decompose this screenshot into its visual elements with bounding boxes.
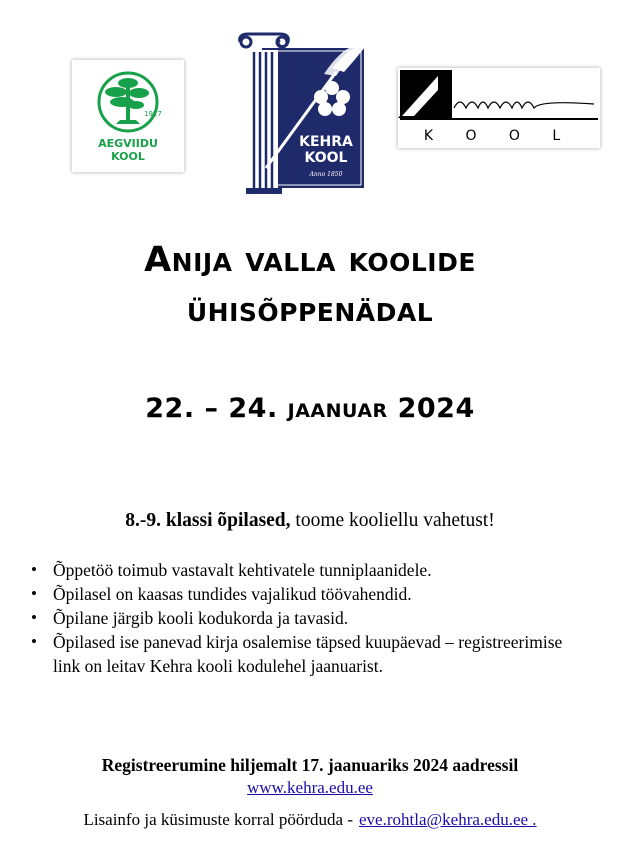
kehra-name-1: KEHRA (299, 134, 353, 150)
page-title-line-1: Anija valla koolide (144, 240, 476, 280)
aegviidu-name-1: AEGVIIDU (98, 137, 158, 150)
aegviidu-name-2: KOOL (111, 150, 145, 163)
email-link[interactable]: eve.rohtla@kehra.edu.ee . (359, 810, 537, 829)
alavere-a-icon (398, 68, 600, 148)
list-item: • Õpilane järgib kooli kodukorda ja tavasid. (30, 606, 590, 630)
page-title-line-2: ühisõppenädal (186, 290, 434, 330)
list-item: • Õppetöö toimub vastavalt kehtivatele tunniplaanidele. (30, 558, 590, 582)
aegviidu-year: 1917 (144, 110, 162, 118)
registration-deadline: Registreerumine hiljemalt 17. jaanuariks 2024 aadressil (101, 755, 519, 775)
intro-line (0, 510, 620, 532)
intro-rest: toome kooliellu vahetust! (290, 510, 495, 531)
contact-line (0, 810, 620, 830)
website-link[interactable]: www.kehra.edu.ee (247, 778, 373, 797)
kehra-name-2: KOOL (304, 150, 348, 166)
list-item: • Õpilasel on kaasas tundides vajalikud töövahendid. (30, 582, 590, 606)
list-item: • Õpilased ise panevad kirja osalemise täpsed kuupäevad – registreerimise link on leitav Kehra kooli kodulehel jaanuarist. (30, 630, 590, 678)
kehra-kool-logo (236, 28, 374, 198)
rules-list (30, 558, 590, 678)
alavere-kool-logo (398, 68, 600, 148)
alavere-word: K O O L (423, 128, 575, 144)
aegviidu-tree-icon (72, 60, 184, 172)
event-dates: 22. – 24. jaanuar 2024 (145, 393, 475, 424)
intro-bold: 8.-9. klassi õpilased, (125, 510, 291, 531)
kehra-column-icon (236, 28, 374, 198)
contact-text: Lisainfo ja küsimuste korral pöörduda - (83, 810, 354, 829)
aegviidu-kool-logo (72, 60, 184, 172)
kehra-motto: Anno 1850 (309, 171, 343, 178)
